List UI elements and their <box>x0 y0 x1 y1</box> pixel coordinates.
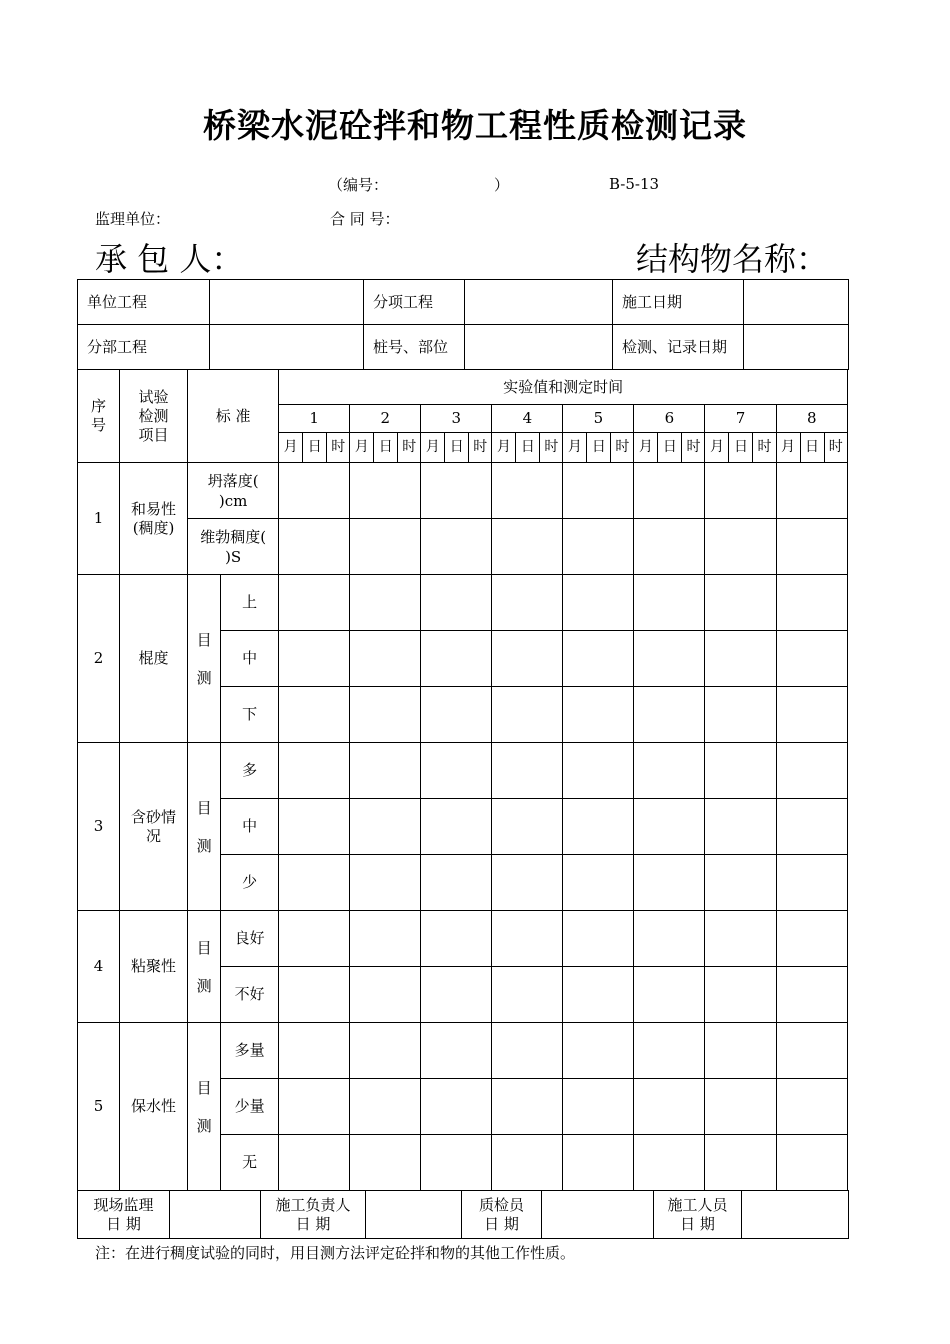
value-cell[interactable] <box>705 519 776 575</box>
day-header: 日 <box>303 433 327 463</box>
value-cell[interactable] <box>776 743 848 799</box>
value-cell[interactable] <box>279 575 350 631</box>
hour-header: 时 <box>611 433 634 463</box>
table-row <box>78 463 848 519</box>
value-cell[interactable] <box>634 911 705 967</box>
value-cell[interactable] <box>634 575 705 631</box>
row-standard: 维勃稠度( )S <box>188 519 279 575</box>
test-record-date-field[interactable] <box>744 325 849 370</box>
value-cell[interactable] <box>705 1023 776 1079</box>
division-project-label: 分部工程 <box>78 325 210 370</box>
month-header: 月 <box>634 433 658 463</box>
item-project-field[interactable] <box>465 280 613 325</box>
value-cell[interactable] <box>492 1135 563 1191</box>
table-row <box>78 911 848 967</box>
value-cell[interactable] <box>563 519 634 575</box>
value-cell[interactable] <box>350 687 421 743</box>
value-cell[interactable] <box>279 1023 350 1079</box>
value-cell[interactable] <box>776 1135 848 1191</box>
value-cell[interactable] <box>421 1135 492 1191</box>
value-cell[interactable] <box>421 1079 492 1135</box>
value-cell[interactable] <box>492 967 563 1023</box>
hour-header: 时 <box>469 433 492 463</box>
value-cell[interactable] <box>563 967 634 1023</box>
value-cell[interactable] <box>492 911 563 967</box>
day-header: 日 <box>516 433 540 463</box>
row-number: 3 <box>78 743 120 911</box>
value-cell[interactable] <box>421 743 492 799</box>
row-standard: 不好 <box>221 967 279 1023</box>
value-cell[interactable] <box>705 1079 776 1135</box>
value-cell[interactable] <box>705 1135 776 1191</box>
hour-header: 时 <box>540 433 563 463</box>
value-cell[interactable] <box>563 855 634 911</box>
row-test-item: 粘聚性 <box>120 911 188 1023</box>
hour-header: 时 <box>682 433 705 463</box>
value-cell[interactable] <box>421 855 492 911</box>
value-cell[interactable] <box>421 575 492 631</box>
month-header: 月 <box>492 433 516 463</box>
test-item-header: 试验检测项目 <box>120 370 188 463</box>
value-cell[interactable] <box>350 855 421 911</box>
value-cell[interactable] <box>634 855 705 911</box>
value-cell[interactable] <box>279 1135 350 1191</box>
value-cell[interactable] <box>776 967 848 1023</box>
row-standard: 多 <box>221 743 279 799</box>
value-cell[interactable] <box>421 687 492 743</box>
test-record-date-label: 检测、记录日期 <box>613 325 744 370</box>
value-cell[interactable] <box>279 799 350 855</box>
month-header: 月 <box>421 433 445 463</box>
group-header: 7 <box>705 405 776 433</box>
serial-label: （编号： <box>328 176 389 194</box>
month-header: 月 <box>563 433 587 463</box>
form-code: B-5-13 <box>609 175 660 193</box>
value-cell[interactable] <box>492 1023 563 1079</box>
value-cell[interactable] <box>492 799 563 855</box>
construction-staff-label: 施工人员 日 期 <box>654 1191 742 1239</box>
value-cell[interactable] <box>279 1079 350 1135</box>
value-cell[interactable] <box>350 1079 421 1135</box>
row-standard: 坍落度( )cm <box>188 463 279 519</box>
value-cell[interactable] <box>634 463 705 519</box>
month-header: 月 <box>776 433 800 463</box>
value-cell[interactable] <box>563 1079 634 1135</box>
value-cell[interactable] <box>421 967 492 1023</box>
value-cell[interactable] <box>350 967 421 1023</box>
row-test-item: 含砂情况 <box>120 743 188 911</box>
value-cell[interactable] <box>776 855 848 911</box>
value-cell[interactable] <box>350 911 421 967</box>
value-cell[interactable] <box>776 799 848 855</box>
value-cell[interactable] <box>634 1023 705 1079</box>
table-row <box>78 519 848 575</box>
row-standard: 无 <box>221 1135 279 1191</box>
value-cell[interactable] <box>563 743 634 799</box>
construction-staff-field[interactable] <box>742 1191 849 1239</box>
hour-header: 时 <box>824 433 847 463</box>
value-cell[interactable] <box>279 631 350 687</box>
row-test-item: 和易性(稠度) <box>120 463 188 575</box>
value-cell[interactable] <box>350 1135 421 1191</box>
table-row <box>78 743 848 799</box>
value-cell[interactable] <box>350 743 421 799</box>
row-number: 5 <box>78 1023 120 1191</box>
value-cell[interactable] <box>705 911 776 967</box>
value-cell[interactable] <box>492 519 563 575</box>
group-header: 5 <box>563 405 634 433</box>
value-cell[interactable] <box>279 743 350 799</box>
day-header: 日 <box>374 433 398 463</box>
value-cell[interactable] <box>350 631 421 687</box>
value-cell[interactable] <box>634 631 705 687</box>
table-row <box>78 575 848 631</box>
note: 注：在进行稠度试验的同时，用目测方法评定砼拌和物的其他工作性质。 <box>95 1244 576 1262</box>
group-header: 3 <box>421 405 492 433</box>
group-header: 1 <box>279 405 350 433</box>
value-cell[interactable] <box>705 631 776 687</box>
row-number: 1 <box>78 463 120 575</box>
value-cell[interactable] <box>776 575 848 631</box>
row-standard: 上 <box>221 575 279 631</box>
hour-header: 时 <box>753 433 776 463</box>
station-position-label: 桩号、部位 <box>364 325 465 370</box>
row-method: 目测 <box>188 575 221 743</box>
value-cell[interactable] <box>634 1079 705 1135</box>
value-cell[interactable] <box>492 1079 563 1135</box>
value-cell[interactable] <box>279 911 350 967</box>
value-cell[interactable] <box>350 1023 421 1079</box>
value-cell[interactable] <box>279 967 350 1023</box>
value-cell[interactable] <box>421 519 492 575</box>
value-cell[interactable] <box>421 463 492 519</box>
page-title: 桥梁水泥砼拌和物工程性质检测记录 <box>203 106 747 145</box>
value-cell[interactable] <box>634 1135 705 1191</box>
value-cell[interactable] <box>776 687 848 743</box>
construction-leader-label: 施工负责人 日 期 <box>261 1191 366 1239</box>
seq-header: 序号 <box>78 370 120 463</box>
value-cell[interactable] <box>563 1135 634 1191</box>
value-cell[interactable] <box>492 575 563 631</box>
table-row <box>78 1023 848 1079</box>
standard-header: 标 准 <box>188 370 279 463</box>
value-cell[interactable] <box>492 855 563 911</box>
header-table <box>77 279 849 370</box>
unit-project-field[interactable] <box>210 280 364 325</box>
group-header: 4 <box>492 405 563 433</box>
main-table <box>77 369 848 1191</box>
value-cell[interactable] <box>776 1079 848 1135</box>
value-cell[interactable] <box>563 911 634 967</box>
value-cell[interactable] <box>350 799 421 855</box>
value-cell[interactable] <box>563 687 634 743</box>
row-method: 目测 <box>188 743 221 911</box>
hour-header: 时 <box>398 433 421 463</box>
value-cell[interactable] <box>776 1023 848 1079</box>
supervisor-unit-label: 监理单位： <box>95 210 171 228</box>
value-cell[interactable] <box>563 575 634 631</box>
footer-table <box>77 1190 849 1239</box>
value-cell[interactable] <box>563 1023 634 1079</box>
hour-header: 时 <box>327 433 350 463</box>
construction-date-label: 施工日期 <box>613 280 744 325</box>
day-header: 日 <box>658 433 682 463</box>
day-header: 日 <box>729 433 753 463</box>
value-cell[interactable] <box>421 911 492 967</box>
item-project-label: 分项工程 <box>364 280 465 325</box>
division-project-field[interactable] <box>210 325 364 370</box>
value-cell[interactable] <box>279 687 350 743</box>
value-cell[interactable] <box>776 631 848 687</box>
value-cell[interactable] <box>634 519 705 575</box>
quality-inspector-field[interactable] <box>542 1191 654 1239</box>
value-cell[interactable] <box>634 799 705 855</box>
value-cell[interactable] <box>634 743 705 799</box>
values-title: 实验值和测定时间 <box>279 370 848 405</box>
month-header: 月 <box>705 433 729 463</box>
value-cell[interactable] <box>492 463 563 519</box>
month-header: 月 <box>279 433 303 463</box>
value-cell[interactable] <box>563 463 634 519</box>
value-cell[interactable] <box>634 967 705 1023</box>
row-method: 目测 <box>188 911 221 1023</box>
row-standard: 下 <box>221 687 279 743</box>
value-cell[interactable] <box>776 463 848 519</box>
day-header: 日 <box>800 433 824 463</box>
value-cell[interactable] <box>421 799 492 855</box>
value-cell[interactable] <box>279 519 350 575</box>
group-header: 2 <box>350 405 421 433</box>
row-standard: 多量 <box>221 1023 279 1079</box>
value-cell[interactable] <box>492 687 563 743</box>
row-method: 目测 <box>188 1023 221 1191</box>
structure-name-label: 结构物名称： <box>636 240 829 278</box>
unit-project-label: 单位工程 <box>78 280 210 325</box>
value-cell[interactable] <box>705 855 776 911</box>
value-cell[interactable] <box>705 463 776 519</box>
group-header: 6 <box>634 405 705 433</box>
value-cell[interactable] <box>492 743 563 799</box>
row-standard: 中 <box>221 799 279 855</box>
value-cell[interactable] <box>421 631 492 687</box>
row-standard: 良好 <box>221 911 279 967</box>
day-header: 日 <box>587 433 611 463</box>
station-position-field[interactable] <box>465 325 613 370</box>
serial-close: ） <box>494 176 510 194</box>
contractor-label: 承 包 人： <box>95 240 244 278</box>
construction-date-field[interactable] <box>744 280 849 325</box>
row-number: 2 <box>78 575 120 743</box>
value-cell[interactable] <box>776 519 848 575</box>
value-cell[interactable] <box>421 1023 492 1079</box>
value-cell[interactable] <box>350 519 421 575</box>
row-standard: 中 <box>221 631 279 687</box>
row-standard: 少量 <box>221 1079 279 1135</box>
value-cell[interactable] <box>279 463 350 519</box>
value-cell[interactable] <box>350 463 421 519</box>
month-header: 月 <box>350 433 374 463</box>
value-cell[interactable] <box>492 631 563 687</box>
construction-leader-field[interactable] <box>366 1191 462 1239</box>
value-cell[interactable] <box>705 687 776 743</box>
group-header: 8 <box>776 405 848 433</box>
value-cell[interactable] <box>350 575 421 631</box>
value-cell[interactable] <box>279 855 350 911</box>
row-test-item: 保水性 <box>120 1023 188 1191</box>
quality-inspector-label: 质检员 日 期 <box>462 1191 542 1239</box>
value-cell[interactable] <box>634 687 705 743</box>
row-number: 4 <box>78 911 120 1023</box>
value-cell[interactable] <box>563 799 634 855</box>
value-cell[interactable] <box>563 631 634 687</box>
row-standard: 少 <box>221 855 279 911</box>
site-supervisor-field[interactable] <box>170 1191 261 1239</box>
site-supervisor-label: 现场监理 日 期 <box>78 1191 170 1239</box>
value-cell[interactable] <box>705 743 776 799</box>
value-cell[interactable] <box>776 911 848 967</box>
contract-no-label: 合 同 号： <box>330 210 400 228</box>
value-cell[interactable] <box>705 967 776 1023</box>
row-test-item: 棍度 <box>120 575 188 743</box>
day-header: 日 <box>445 433 469 463</box>
value-cell[interactable] <box>705 575 776 631</box>
value-cell[interactable] <box>705 799 776 855</box>
